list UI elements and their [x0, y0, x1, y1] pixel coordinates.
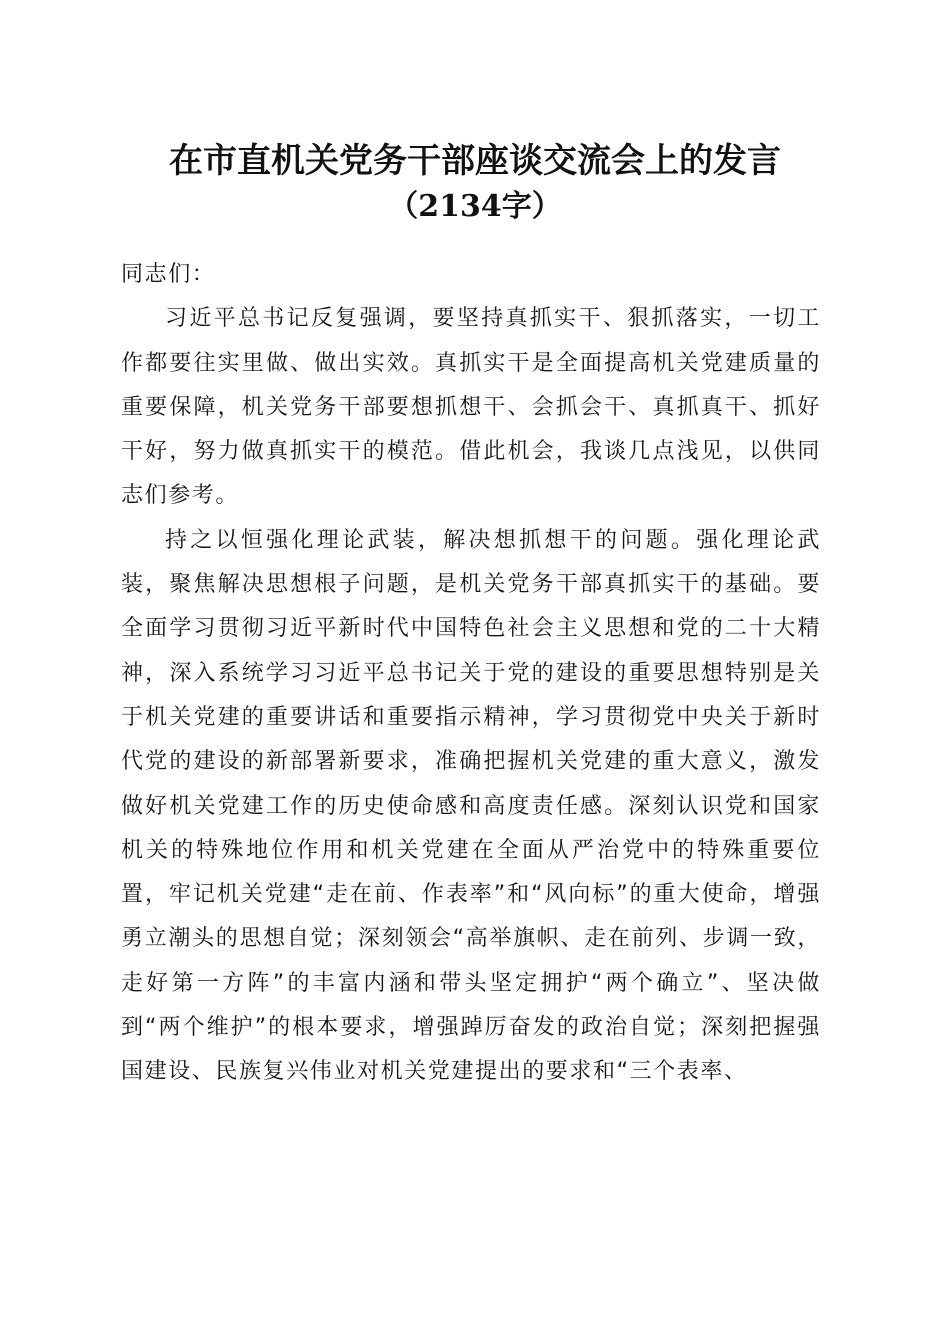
title-block [120, 138, 830, 228]
document-title: 在市直机关党务干部座谈交流会上的发言 [169, 141, 781, 181]
salutation: 同志们： [121, 262, 216, 287]
paragraph-intro: 习近平总书记反复强调，要坚持真抓实干、狠抓落实，一切工作都要往实里做、做出实效。真抓实干是全面提高机关党建质量的重要保障，机关党务干部要想抓想干、会抓会干、真抓真干、抓好干好，努力做真抓实干的模范。借此机会，我谈几点浅见，以供同志们参考。 [121, 306, 821, 509]
paragraph-theory: 持之以恒强化理论武装，解决想抓想干的问题。强化理论武装，聚焦解决思想根子问题，是机关党务干部真抓实干的基础。要全面学习贯彻习近平新时代中国特色社会主义思想和党的二十大精神，深入系统学习习近平总书记关于党的建设的重要思想特别是关于机关党建的重要讲话和重要指示精神，学习贯彻党中央关于新时代党的建设的新部署新要求，准确把握机关党建的重大意义，激发做好机关党建工作的历史使命感和高度责任感。深刻认识党和国家机关的特殊地位作用和机关党建在全面从严治党中的特殊重要位置，牢记机关党建“走在前、作表率”和“风向标”的重大使命，增强勇立潮头的思想自觉；深刻领会“高举旗帜、走在前列、步调一致，走好第一方阵”的丰富内涵和带头坚定拥护“两个确立”、坚决做到“两个维护”的根本要求，增强踔厉奋发的政治自觉；深刻把握强国建设、民族复兴伟业对机关党建提出的要求和“三个表率、 [121, 527, 821, 1085]
document-body [121, 253, 821, 1095]
document-word-count: （2134字） [388, 189, 562, 224]
